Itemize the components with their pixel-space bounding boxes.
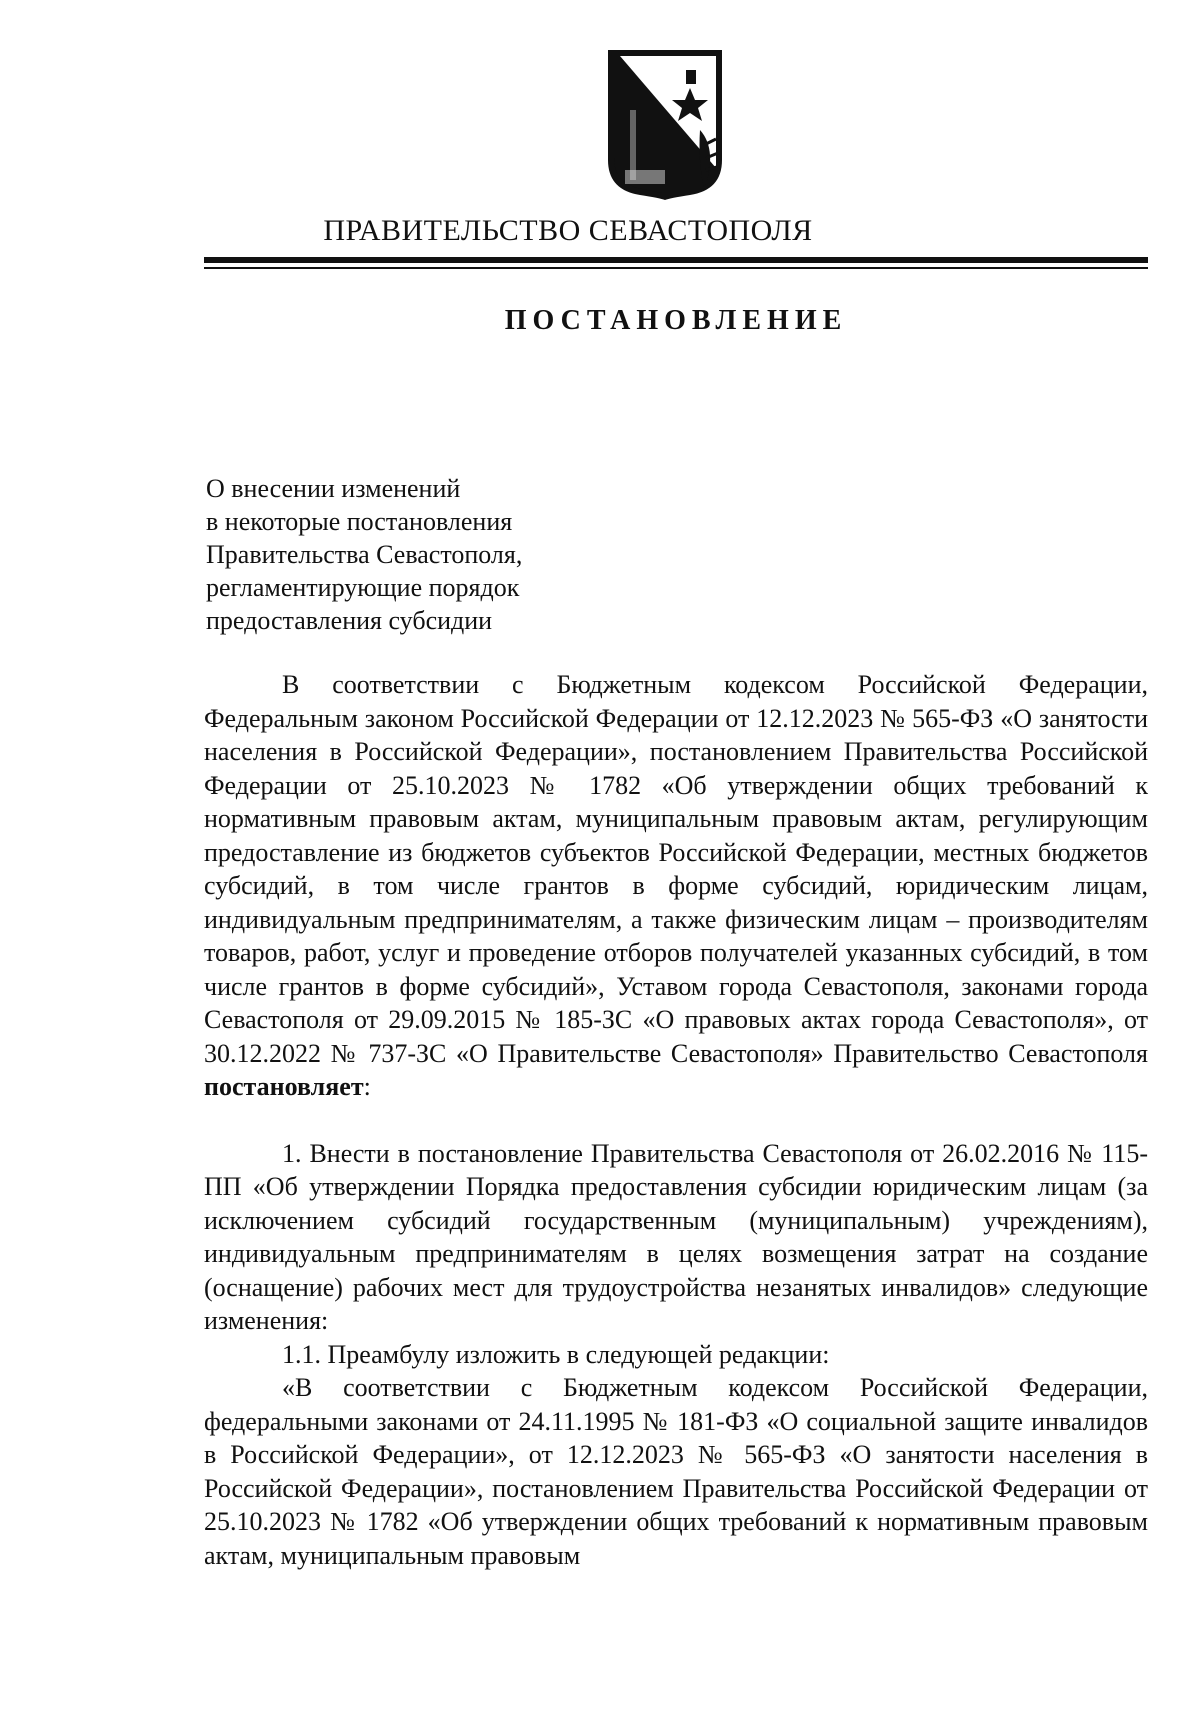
- preamble-end: :: [363, 1072, 371, 1101]
- header-rule-thin: [204, 267, 1148, 269]
- item-1-1-paragraph: 1.1. Преамбулу изложить в следующей редакции:: [282, 1339, 830, 1369]
- document-body: [204, 668, 1148, 1572]
- preamble-paragraph: [204, 668, 1148, 1104]
- document-subject: [206, 472, 666, 637]
- preamble-text: В соответствии с Бюджетным кодексом Российской Федерации, Федеральным законом Российской Федерации от 12.12.2023 № 565-ФЗ «О занятости населения в Российской Федерации», постановлением Правительства Российской Федерации от 25.10.2023 № 1782 «Об утверждении общих требований к нормативным правовым актам, муниципальным правовым актам, регулирующим предоставление из бюджетов субъектов Российской Федерации, местных бюджетов субсидий, в том числе грантов в форме субсидий, юридическим лицам, индивидуальным предпринимателям, а также физическим лицам – производителям товаров, работ, услуг и проведение отборов получателей указанных субсидий, в том числе грантов в форме субсидий», Уставом города Севастополя, законами города Севастополя от 29.09.2015 № 185-ЗС «О правовых актах города Севастополя», от 30.12.2022 № 737-ЗС «О Правительстве Севастополя» Правительство Севастополя: [204, 670, 1148, 1068]
- subject-line: Правительства Севастополя,: [206, 540, 523, 569]
- subject-line: О внесении изменений: [206, 474, 461, 503]
- item-1-paragraph: 1. Внести в постановление Правительства Севастополя от 26.02.2016 № 115-ПП «Об утверждении Порядка предоставления субсидии юридическим лицам (за исключением субсидий государственным (муниципальным) учреждениям), индивидуальным предпринимателям в целях возмещения затрат на создание (оснащение) рабочих мест для трудоустройства незанятых инвалидов» следующие изменения:: [204, 1138, 1148, 1335]
- header-rule-thick: [204, 257, 1148, 263]
- document-type-title: ПОСТАНОВЛЕНИЕ: [504, 305, 848, 336]
- subject-line: регламентирующие порядок: [206, 573, 520, 602]
- sevastopol-coat-of-arms-icon: [600, 50, 730, 200]
- quoted-preamble-paragraph: «В соответствии с Бюджетным кодексом Российской Федерации, федеральными законами от 24.11.1995 № 181-ФЗ «О социальной защите инвалидов в Российской Федерации», от 12.12.2023 № 565-ФЗ «О занятости населения в Российской Федерации», постановлением Правительства Российской Федерации от 25.10.2023 № 1782 «Об утверждении общих требований к нормативным правовым актам, муниципальным правовым: [204, 1373, 1148, 1570]
- government-name: ПРАВИТЕЛЬСТВО СЕВАСТОПОЛЯ: [323, 214, 813, 247]
- subject-line: предоставления субсидии: [206, 606, 493, 635]
- preamble-verb: постановляет: [204, 1072, 364, 1101]
- subject-line: в некоторые постановления: [206, 507, 513, 536]
